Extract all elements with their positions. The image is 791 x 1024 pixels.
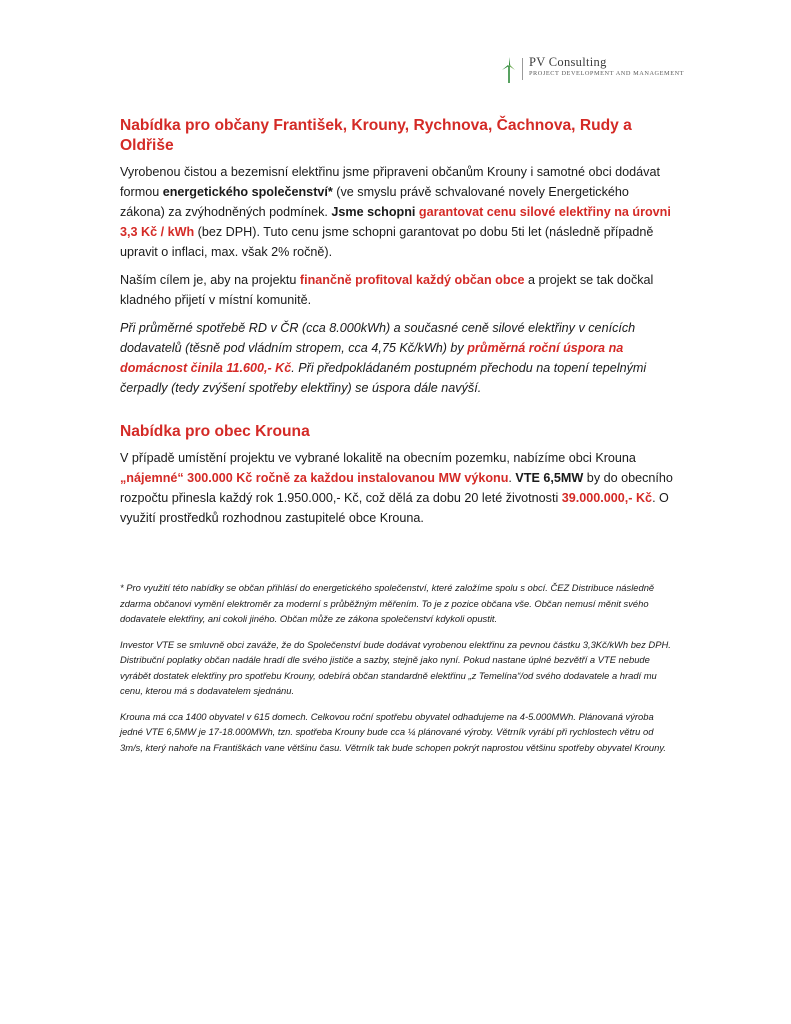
paragraph-municipality-offer xyxy=(120,448,675,528)
highlight-text: průměrná roční úspora na domácnost činila 11.600,- Kč xyxy=(120,341,624,375)
text: Naším cílem je, aby na projektu xyxy=(120,273,300,287)
highlight-text: finančně profitoval každý občan obce xyxy=(299,273,525,287)
text: a projekt se tak dočkal kladného přijetí v místní komunitě. xyxy=(120,273,654,307)
highlight-text: „nájemné“ 300.000 Kč ročně za každou instalovanou MW výkonu xyxy=(120,471,509,485)
text: (bez DPH). Tuto cenu jsme schopni garantovat po dobu 5ti let (následně případně upravit o inflaci, max. však 2% ročně). xyxy=(120,225,654,259)
logo-divider xyxy=(522,58,523,80)
footnote: Investor VTE se smluvně obci zaváže, že do Společenství bude dodávat vyrobenou elektřinu za pevnou částku 3,3Kč/kWh bez DPH. Distribuční poplatky občan nadále hradí dle svého jističe a sazby, stejně jako nyní. Pokud nastane úplné bezvětří a VTE nebude vyrábět dostatek elektřiny pro spotřebu Krouny, odebírá občan standardně elektřinu „z Temelína“/od svého dodavatele a hradí mu cenu, kterou má s dodavatelem sjednánu. xyxy=(120,638,671,696)
text: Vyrobenou čistou a bezemisní elektřinu jsme připraveni občanům Krouny i samotné obci dodávat formou xyxy=(120,165,660,199)
paragraph-goal xyxy=(120,270,675,310)
text: . O využití prostředků rozhodnou zastupitelé obce Krouna. xyxy=(120,491,669,525)
highlight-text: 39.000.000,- Kč xyxy=(561,491,653,505)
bold-text: VTE 6,5MW xyxy=(515,471,584,485)
text: V případě umístění projektu ve vybrané lokalitě na obecním pozemku, nabízíme obci Krouna xyxy=(120,451,636,465)
bold-text: Jsme schopni xyxy=(331,205,419,219)
text: (ve smyslu právě schvalované novely Energetického zákona) za zvýhodněných podmínek. xyxy=(120,185,629,219)
bold-text: energetického společenství* xyxy=(162,185,333,199)
text: Při průměrné spotřebě RD v ČR (cca 8.000kWh) a současné ceně silové elektřiny v cenících dodavatelů (těsně pod vládním stropem, cca 4,75 Kč/kWh) by xyxy=(120,321,636,355)
highlight-text: garantovat cenu silové elektřiny na úrovni 3,3 Kč / kWh xyxy=(120,205,671,239)
footnote: * Pro využití této nabídky se občan přihlásí do energetického společenství, které založíme spolu s obcí. ČEZ Distribuce následně zdarma občanovi vymění elektroměr za moderní s průběžným měřením. To je z pozice občana vše. Občan nemusí měnit svého dodavatele elektřiny, ani cokoli jiného. Občan může ze zákona společenství kdykoli opustit. xyxy=(120,582,655,624)
footnotes xyxy=(120,580,675,755)
company-logo xyxy=(502,56,684,83)
logo-company-name: PV Consulting xyxy=(529,55,607,69)
logo-tagline: PROJECT DEVELOPMENT AND MANAGEMENT xyxy=(529,70,685,77)
paragraph-savings xyxy=(120,318,675,398)
section-title-municipality: Nabídka pro obec Krouna xyxy=(120,423,310,440)
document-content xyxy=(120,116,675,765)
text: by do obecního rozpočtu přinesla každý rok 1.950.000,- Kč, což dělá za dobu 20 leté životnosti xyxy=(120,471,673,505)
text: . xyxy=(508,471,516,485)
text: . Při předpokládaném postupném přechodu na topení tepelnými čerpadly (tedy zvýšení spotřeby elektřiny) se úspora dále navýší. xyxy=(120,361,647,395)
footnote: Krouna má cca 1400 obyvatel v 615 domech. Celkovou roční spotřebu obyvatel odhadujeme na 4-5.000MWh. Plánovaná výroba jedné VTE 6,5MW je 17-18.000MWh, tzn. spotřeba Krouny bude cca ¼ plánované výroby. Větrník vyrábí při rychlostech větru od 3m/s, který nahoře na Františkách vane většinu času. Větrník tak bude schopen pokrýt naprostou většinu spotřeby obyvatel Krouny. xyxy=(120,710,666,753)
paragraph-energy-community xyxy=(120,162,675,262)
wind-turbine-logo-icon xyxy=(502,57,516,83)
section-title-citizens: Nabídka pro občany František, Krouny, Rychnova, Čachnova, Rudy a Oldřiše xyxy=(120,117,632,154)
